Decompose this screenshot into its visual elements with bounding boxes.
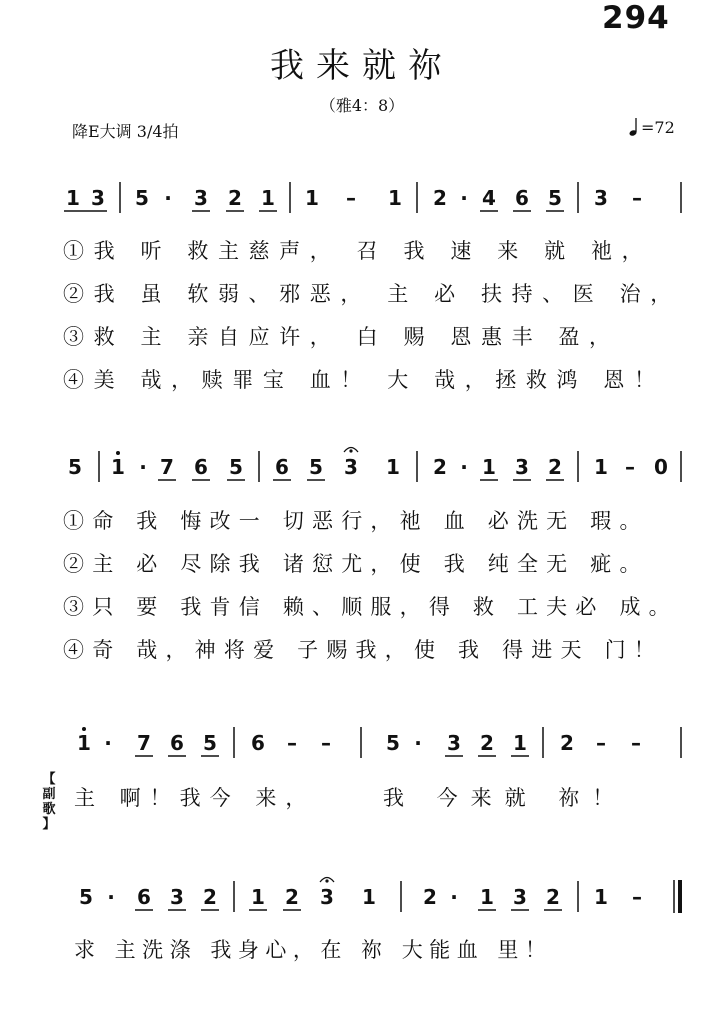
hymn-title: 我来就祢 xyxy=(270,46,454,86)
note: – xyxy=(346,186,356,210)
lyric-line: ②主 必 尽除我 诸愆尤，使 我 纯全无 疵。 xyxy=(63,552,649,576)
note: 3 xyxy=(513,885,527,909)
note: – xyxy=(632,186,642,210)
note: 5 xyxy=(229,455,243,479)
note: 1 xyxy=(480,885,494,909)
key-time-signature: 降E大调 3/4拍 xyxy=(72,122,179,141)
note: – xyxy=(632,885,642,909)
note: 3 xyxy=(594,186,608,210)
note: 6 xyxy=(275,455,289,479)
note: – xyxy=(287,731,297,755)
note: 2 xyxy=(423,885,437,909)
note: 2 xyxy=(285,885,299,909)
note: 1 xyxy=(362,885,376,909)
note: · xyxy=(164,186,172,210)
chorus-lyric: 我 今来就 祢！ xyxy=(383,786,627,810)
note: 0 xyxy=(654,455,668,479)
lyric-line: ③救 主 亲自应许， 白 赐 恩惠丰 盈， xyxy=(63,325,620,349)
note: 1 xyxy=(111,455,125,479)
note: 1 xyxy=(251,885,265,909)
note: 1 xyxy=(482,455,496,479)
note: 3 xyxy=(447,731,461,755)
note: 6 xyxy=(137,885,151,909)
note: · xyxy=(139,455,147,479)
note: 6 xyxy=(251,731,265,755)
hymn-number: 294 xyxy=(602,0,670,36)
tempo-value: =72 xyxy=(641,117,675,137)
note: · xyxy=(107,885,115,909)
note: – xyxy=(321,731,331,755)
note: 3 xyxy=(344,455,358,479)
note: – xyxy=(596,731,606,755)
note: 6 xyxy=(515,186,529,210)
lyric-line: ②我 虽 软弱、邪恶， 主 必 扶持、医 治， xyxy=(63,282,681,306)
note: 2 xyxy=(548,455,562,479)
note: 5 xyxy=(309,455,323,479)
chorus-lyric: 主 啊！我今 来， xyxy=(74,786,316,810)
note: – xyxy=(625,455,635,479)
note: 2 xyxy=(433,186,447,210)
note: 5 xyxy=(79,885,93,909)
note: 1 xyxy=(77,731,91,755)
scripture-reference: （雅4：8） xyxy=(319,96,405,115)
note: 1 xyxy=(386,455,400,479)
note: 7 xyxy=(137,731,151,755)
note: 1 xyxy=(305,186,319,210)
note: 2 xyxy=(480,731,494,755)
note: 1 xyxy=(594,885,608,909)
note: 3 xyxy=(170,885,184,909)
note: · xyxy=(450,885,458,909)
note: 5 xyxy=(135,186,149,210)
note: 3 xyxy=(194,186,208,210)
note: 3 xyxy=(515,455,529,479)
note: 2 xyxy=(546,885,560,909)
note: 5 xyxy=(386,731,400,755)
note: 1 xyxy=(66,186,80,210)
note: 5 xyxy=(68,455,82,479)
note: · xyxy=(460,186,468,210)
note: 1 xyxy=(594,455,608,479)
note: 1 xyxy=(388,186,402,210)
lyric-line: 求 主洗涤 我身心，在 祢 大能血 里！ xyxy=(74,938,553,962)
note: 1 xyxy=(261,186,275,210)
note: · xyxy=(460,455,468,479)
note: 7 xyxy=(160,455,174,479)
note: 2 xyxy=(228,186,242,210)
lyric-line: ①我 听 救主慈声， 召 我 速 来 就 祂， xyxy=(63,239,653,263)
note: · xyxy=(104,731,112,755)
note: 6 xyxy=(194,455,208,479)
chorus-label: 【 副 歌 】 xyxy=(42,772,56,832)
note: · xyxy=(414,731,422,755)
note: 5 xyxy=(548,186,562,210)
lyric-line: ④美 哉，赎罪宝 血！ 大 哉，拯救鸿 恩！ xyxy=(63,368,665,392)
note: – xyxy=(631,731,641,755)
note: 6 xyxy=(170,731,184,755)
lyric-line: ③只 要 我肯信 赖、顺服，得 救 工夫必 成。 xyxy=(63,595,678,619)
note: 2 xyxy=(560,731,574,755)
note: 1 xyxy=(513,731,527,755)
note: 3 xyxy=(91,186,105,210)
note: 5 xyxy=(203,731,217,755)
lyric-line: ①命 我 悔改一 切恶行，祂 血 必洗无 瑕。 xyxy=(63,509,649,533)
note: 3 xyxy=(320,885,334,909)
note: 2 xyxy=(203,885,217,909)
note: 4 xyxy=(482,186,496,210)
note: 2 xyxy=(433,455,447,479)
lyric-line: ④奇 哉，神将爱 子赐我，使 我 得进天 门！ xyxy=(63,638,663,662)
